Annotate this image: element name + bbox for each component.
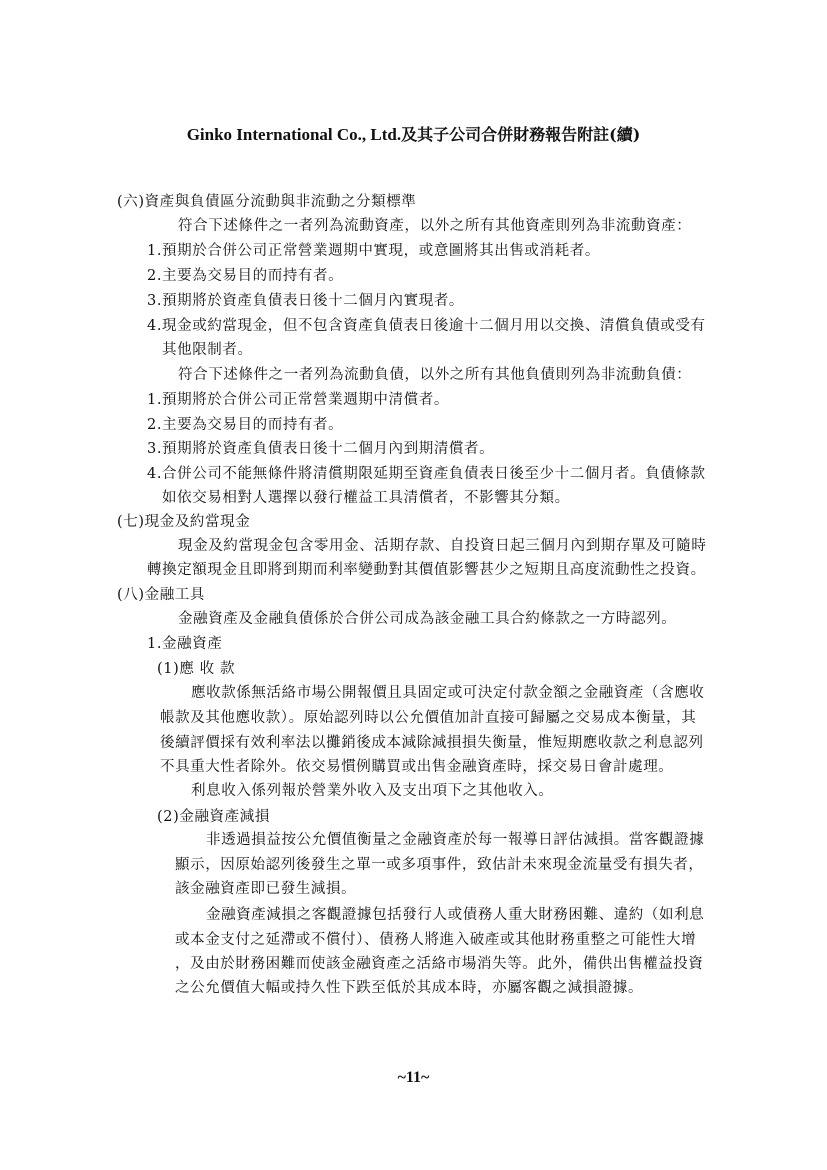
impairment-para-2-line-3: ，及由於財務困難而使該金融資產之活絡市場消失等。此外，備供出售權益投資 xyxy=(175,956,704,972)
impairment-para-2-line-1: 金融資產減損之客觀證據包括發行人或債務人重大財務困難、違約（如利息 xyxy=(206,907,705,923)
liability-item-1: 1.預期將於合併公司正常營業週期中清償者。 xyxy=(147,392,449,408)
liability-item-4-continued: 如依交易相對人選擇以發行權益工具清償者，不影響其分類。 xyxy=(162,490,570,506)
section-6-intro-assets: 符合下述條件之一者列為流動資產，以外之所有其他資產則列為非流動資產： xyxy=(178,218,692,234)
asset-item-3: 3.預期將於資產負債表日後十二個月內實現者。 xyxy=(147,293,465,309)
section-7-body-line-2: 轉換定額現金且即將到期而利率變動對其價值影響甚少之短期且高度流動性之投資。 xyxy=(147,562,706,578)
page-number: ~11~ xyxy=(397,1069,430,1086)
receivables-body-line-4: 不具重大性者除外。依交易慣例購買或出售金融資產時，採交易日會計處理。 xyxy=(160,759,674,775)
impairment-para-2-line-4: 之公允價值大幅或持久性下跌至低於其成本時，亦屬客觀之減損證據。 xyxy=(175,980,644,996)
impairment-para-1-line-3: 該金融資產即已發生減損。 xyxy=(175,881,357,897)
page-title xyxy=(0,122,827,145)
section-6-heading: (六)資產與負債區分流動與非流動之分類標準 xyxy=(117,194,417,210)
liability-item-2: 2.主要為交易目的而持有者。 xyxy=(147,417,344,433)
section-7-heading: (七)現金及約當現金 xyxy=(117,514,251,530)
impairment-para-1-line-2: 顯示，因原始認列後發生之單一或多項事件，致估計未來現金流量受有損失者， xyxy=(175,857,704,873)
asset-item-1: 1.預期於合併公司正常營業週期中實現，或意圖將其出售或消耗者。 xyxy=(147,243,600,259)
asset-item-4: 4.現金或約當現金，但不包含資產負債表日後逾十二個月用以交換、清償負債或受有 xyxy=(147,318,706,334)
impairment-para-1-line-1: 非透過損益按公允價值衡量之金融資產於每一報導日評估減損。當客觀證據 xyxy=(206,832,705,848)
financial-assets-heading: 1.金融資產 xyxy=(147,636,223,652)
section-8-intro: 金融資產及金融負債係於合併公司成為該金融工具合約條款之一方時認列。 xyxy=(178,611,677,627)
receivables-body-line-3: 後續評價採有效利率法以攤銷後成本減除減損損失衡量，惟短期應收款之利息認列 xyxy=(160,735,704,751)
section-8-heading: (八)金融工具 xyxy=(117,587,206,603)
section-6-intro-liabilities: 符合下述條件之一者列為流動負債，以外之所有其他負債則列為非流動負債： xyxy=(178,367,692,383)
interest-income-note: 利息收入係列報於營業外收入及支出項下之其他收入。 xyxy=(191,783,554,799)
impairment-heading: (2)金融資產減損 xyxy=(157,809,270,825)
section-7-body-line-1: 現金及約當現金包含零用金、活期存款、自投資日起三個月內到期存單及可隨時 xyxy=(178,538,707,554)
liability-item-4: 4.合併公司不能無條件將清償期限延期至資產負債表日後至少十二個月者。負債條款 xyxy=(147,466,706,482)
liability-item-3: 3.預期將於資產負債表日後十二個月內到期清償者。 xyxy=(147,441,495,457)
title-suffix: 及其子公司合併財務報告附註(續) xyxy=(401,125,641,144)
asset-item-4-continued: 其他限制者。 xyxy=(162,342,253,358)
company-name: Ginko International Co., Ltd. xyxy=(186,125,402,144)
receivables-heading: (1)應 收 款 xyxy=(157,661,236,677)
impairment-para-2-line-2: 或本金支付之延滯或不償付）、債務人將進入破產或其他財務重整之可能性大增 xyxy=(175,932,697,948)
receivables-body-line-1: 應收款係無活絡市場公開報價且具固定或可決定付款金額之金融資產（含應收 xyxy=(191,685,705,701)
asset-item-2: 2.主要為交易目的而持有者。 xyxy=(147,268,344,284)
receivables-body-line-2: 帳款及其他應收款）。原始認列時以公允價值加計直接可歸屬之交易成本衡量，其 xyxy=(160,710,697,726)
